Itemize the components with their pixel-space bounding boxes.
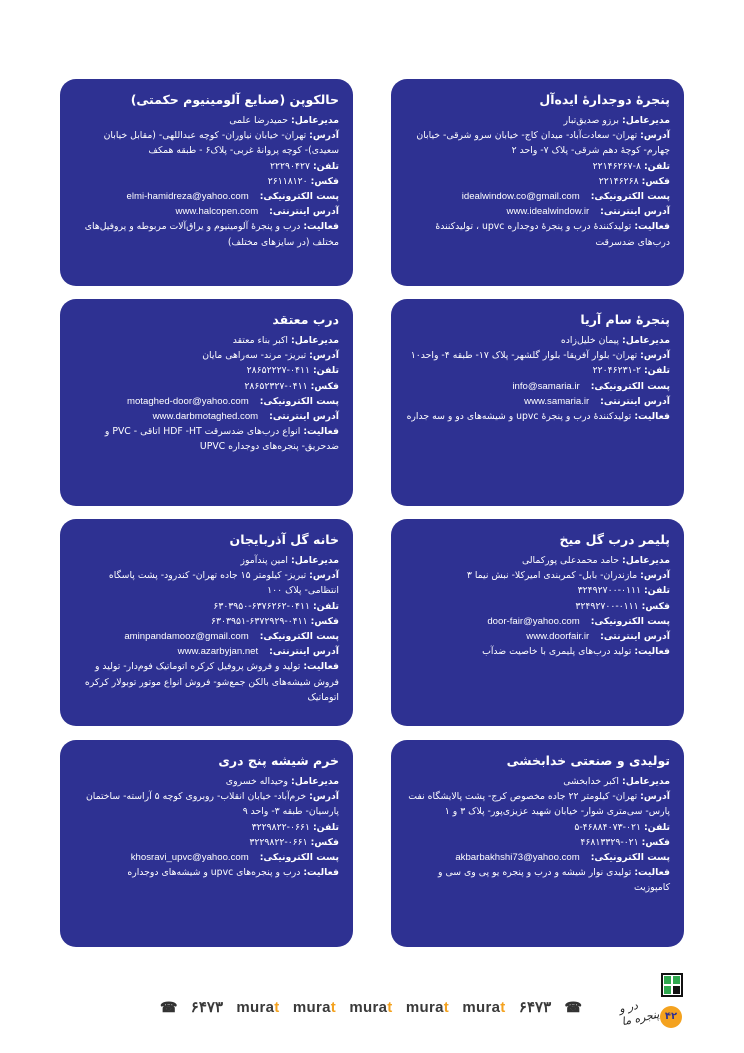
info-line: [74, 189, 339, 204]
field-label: مدیرعامل:: [290, 776, 339, 787]
field-value: ۰۱۱۱-۳۲۴۹۲۷۰۰: [575, 600, 639, 612]
field-label: تلفن:: [643, 160, 670, 172]
field-label: فعالیت:: [634, 411, 670, 423]
field-value: انواع درب‌های ضدسرقت HDF -HT اتاقی - PVC و ضدحریق- پنجره‌های دوجداره UPVC: [104, 426, 339, 453]
field-label: آدرس:: [309, 791, 339, 803]
field-value: تولیدکنندۀ درب و پنجرۀ upvc و شیشه‌های دو و سه جداره: [406, 411, 632, 423]
field-label: فعالیت:: [634, 867, 670, 879]
field-label: فکس:: [641, 175, 670, 187]
field-value: ۰۴۱۱-۲۸۶۵۲۲۲۷: [246, 365, 310, 377]
info-line: [405, 820, 670, 835]
field-value: ۰۲۱-۴۶۸۸۴۰۷۳-۵: [574, 821, 641, 833]
field-label: فعالیت:: [303, 221, 339, 233]
field-label: آدرس:: [640, 570, 670, 582]
field-label: پست الکترونیکی:: [590, 852, 670, 864]
field-value: ۲۲۲۹۰۴۲۷: [270, 160, 310, 172]
field-value: درب و پنجرۀ آلومینیوم و یراق‌آلات مربوطه و پروفیل‌های مختلف (در سایزهای مختلف): [84, 221, 339, 248]
brand-word: murat: [405, 998, 450, 1016]
field-label: فکس:: [310, 836, 339, 848]
field-label: پست الکترونیکی:: [259, 631, 339, 643]
field-value: تولید و فروش پروفیل کرکره اتوماتیک فوم‌دار- تولید و فروش شیشه‌های بالکن جمع‌شو- فروش انواع موتور توبولار کرکره اتوماتیک: [84, 661, 339, 703]
phone-icon: ☎: [160, 998, 178, 1015]
info-line: [405, 583, 670, 598]
contact-link[interactable]: aminpandamooz@gmail.com: [124, 631, 249, 643]
field-label: فعالیت:: [303, 661, 339, 673]
field-label: فعالیت:: [634, 221, 670, 233]
field-value: تبریز- مرند- سه‌راهی مایان: [202, 350, 307, 362]
info-line: [405, 128, 670, 158]
info-line: [405, 614, 670, 629]
field-label: پست الکترونیکی:: [590, 380, 670, 392]
field-label: آدرس:: [309, 570, 339, 582]
field-value: تولید درب‌های پلیمری با خاصیت ضدآب: [482, 646, 632, 658]
phone-icon: ☎: [564, 998, 582, 1015]
info-line: [74, 333, 339, 348]
field-value: ۲-۲۲۰۴۶۲۳۱: [592, 365, 641, 377]
field-value: ۰۲۱-۴۶۸۱۳۳۲۹: [580, 836, 639, 848]
company-title: پلیمر درب گل میخ: [559, 532, 670, 547]
contact-link[interactable]: idealwindow.co@gmail.com: [461, 191, 580, 203]
field-value: تهران- خیابان نیاوران- کوچه عبداللهی- (مقابل خیابان سعیدی)- کوچه پروانهٔ غربی- پلاک۶ - طبقه همکف: [103, 130, 339, 157]
info-line: [405, 774, 670, 789]
field-label: آدرس اینترنتی:: [269, 646, 339, 658]
info-line: [74, 219, 339, 249]
info-line: [74, 865, 339, 880]
info-line: [74, 409, 339, 424]
field-value: ۲۶۱۱۸۱۲۰: [267, 175, 308, 187]
brand-word: murat: [236, 998, 280, 1016]
field-value: ۰۴۱۱-۶۳۷۶۲۶۲-۶۳۰۳۹۵۰: [213, 600, 310, 612]
info-line: [405, 379, 670, 394]
field-label: آدرس اینترنتی:: [600, 206, 670, 218]
field-value: تهران- کیلومتر ۲۲ جاده مخصوص کرج- پشت پالایشگاه نفت پارس- سی‌متری شوار- خیابان شهید عزیزی‌پور- پلاک ۳ و ۱: [408, 791, 670, 818]
info-line: [74, 599, 339, 614]
field-value: اکبر خدابخشی: [563, 776, 620, 787]
info-line: [405, 159, 670, 174]
field-value: ۰۶۶۱-۳۲۲۹۸۲۲: [249, 836, 308, 848]
field-value: ۰۴۱۱-۲۸۶۵۲۳۲۷: [244, 380, 308, 392]
info-line: [74, 789, 339, 819]
info-line: [405, 189, 670, 204]
info-line: [405, 850, 670, 865]
field-label: آدرس:: [309, 350, 339, 362]
company-title: حالکوپن (صنایع آلومینیوم حکمتی): [130, 92, 339, 107]
info-line: [74, 629, 339, 644]
info-line: [405, 174, 670, 189]
field-label: تلفن:: [643, 365, 670, 377]
field-value: تبریز- کیلومتر ۱۵ جاده تهران- کندرود- پشت پاسگاه انتظامی- پلاک ۱۰۰: [108, 570, 339, 597]
page-number: ۴۲: [660, 1006, 682, 1028]
field-label: فعالیت:: [634, 646, 670, 658]
field-label: آدرس:: [640, 130, 670, 142]
info-line: [405, 348, 670, 363]
field-value: حمیدرضا علمی: [229, 115, 289, 126]
footer-phone-number: ۶۴۷۳: [190, 999, 224, 1016]
field-value: تهران- بلوار آفریقا- بلوار گلشهر- پلاک ۱۷- طبقه ۴- واحد۱۰: [410, 350, 638, 362]
field-value: اکبر بناء معتقد: [232, 335, 289, 346]
field-value: درب و پنجره‌های upvc و شیشه‌های دوجداره: [127, 867, 301, 879]
contact-link[interactable]: www.azarbyjan.net: [177, 646, 259, 658]
field-value: ۸-۲۲۱۴۶۲۶۷: [592, 160, 641, 172]
field-value: ۲۲۱۴۶۲۶۸: [598, 175, 639, 187]
field-value: حامد محمدعلی پورکمالی: [521, 555, 620, 566]
contact-link[interactable]: www.darbmotaghed.com: [152, 411, 259, 423]
company-card-azarbaijan: [60, 519, 353, 726]
info-line: [405, 113, 670, 128]
info-line: [74, 644, 339, 659]
field-label: تلفن:: [312, 821, 339, 833]
contact-link[interactable]: www.idealwindow.ir: [506, 206, 590, 218]
contact-link[interactable]: khosravi_upvc@yahoo.com: [130, 852, 249, 864]
field-label: آدرس اینترنتی:: [600, 395, 670, 407]
info-line: [74, 850, 339, 865]
info-line: [74, 568, 339, 598]
info-line: [74, 113, 339, 128]
info-line: [405, 789, 670, 819]
info-line: [74, 379, 339, 394]
field-label: پست الکترونیکی:: [259, 852, 339, 864]
field-value: تولیدکنندۀ درب و پنجرۀ دوجداره upvc ، تولیدکنندۀ درب‌های ضدسرقت: [435, 221, 670, 248]
field-label: مدیرعامل:: [290, 115, 339, 126]
company-title: درب معتقد: [272, 312, 339, 327]
field-value: امین پندآموز: [240, 555, 289, 566]
field-label: پست الکترونیکی:: [259, 191, 339, 203]
info-line: [74, 835, 339, 850]
field-label: مدیرعامل:: [621, 776, 670, 787]
contact-link[interactable]: motaghed-door@yahoo.com: [126, 395, 249, 407]
company-card-golmikh: [391, 519, 684, 726]
company-title: پنجرۀ دوجدارۀ ایده‌آل: [539, 92, 670, 107]
info-line: [74, 553, 339, 568]
field-value: مازندران- بابل- کمربندی امیرکلا- نبش نیما ۳: [466, 570, 638, 582]
field-label: پست الکترونیکی:: [259, 395, 339, 407]
info-line: [405, 568, 670, 583]
field-label: مدیرعامل:: [621, 335, 670, 346]
info-line: [405, 409, 670, 424]
info-line: [405, 219, 670, 249]
info-line: [405, 644, 670, 659]
contact-link[interactable]: info@samaria.ir: [512, 380, 580, 392]
field-label: آدرس اینترنتی:: [269, 411, 339, 423]
field-label: مدیرعامل:: [290, 555, 339, 566]
footer-brand-strip: [160, 997, 582, 1017]
field-value: تهران- سعادت‌آباد- میدان کاج- خیابان سرو شرقی- خیابان چهارم- کوچۀ دهم شرقی- پلاک ۷- واحد ۲: [416, 130, 670, 157]
info-line: [405, 629, 670, 644]
field-label: پست الکترونیکی:: [590, 615, 670, 627]
info-line: [405, 363, 670, 378]
field-label: فعالیت:: [303, 426, 339, 438]
info-line: [405, 204, 670, 219]
field-label: آدرس اینترنتی:: [600, 631, 670, 643]
field-label: آدرس:: [640, 791, 670, 803]
company-card-khodabakhshi: [391, 740, 684, 947]
footer-phone-number: ۶۴۷۳: [518, 999, 552, 1016]
company-card-sam-aria: [391, 299, 684, 506]
field-value: ۰۴۱۱-۶۳۷۲۹۲۹-۶۳۰۳۹۵۱: [211, 615, 308, 627]
info-line: [405, 394, 670, 409]
info-line: [74, 128, 339, 158]
field-label: فکس:: [641, 600, 670, 612]
contact-link[interactable]: www.halcopen.com: [175, 206, 259, 218]
field-value: ۰۱۱۱-۳۲۴۹۲۷۰۰: [577, 585, 641, 597]
field-label: فکس:: [310, 380, 339, 392]
field-label: تلفن:: [643, 821, 670, 833]
info-line: [74, 774, 339, 789]
field-label: تلفن:: [312, 600, 339, 612]
info-line: [74, 820, 339, 835]
info-line: [74, 348, 339, 363]
field-value: برزو صدیق‌تبار: [563, 115, 620, 126]
info-line: [74, 659, 339, 705]
page-footer: [0, 990, 744, 1030]
info-line: [74, 424, 339, 454]
info-line: [405, 599, 670, 614]
field-label: پست الکترونیکی:: [590, 191, 670, 203]
info-line: [74, 363, 339, 378]
field-label: تلفن:: [643, 585, 670, 597]
info-line: [74, 394, 339, 409]
field-value: پیمان خلیل‌زاده: [560, 335, 620, 346]
field-label: تلفن:: [312, 365, 339, 377]
company-title: خانه گل آذربایجان: [229, 532, 339, 547]
company-card-motaghed: [60, 299, 353, 506]
info-line: [405, 333, 670, 348]
company-title: خرم شیشه پنج دری: [218, 753, 339, 768]
field-label: فکس:: [310, 615, 339, 627]
info-line: [74, 614, 339, 629]
field-label: مدیرعامل:: [621, 115, 670, 126]
field-value: ۰۶۶۱-۳۲۲۹۸۲۲: [251, 821, 310, 833]
field-label: آدرس اینترنتی:: [269, 206, 339, 218]
company-card-halcopen: [60, 79, 353, 286]
field-value: خرم‌آباد- خیابان انقلاب- روبروی کوچه ۵ آراسته- ساختمان پارسیان- طبقه ۳- واحد ۹: [85, 791, 339, 818]
field-label: مدیرعامل:: [621, 555, 670, 566]
info-line: [405, 553, 670, 568]
contact-link[interactable]: door-fair@yahoo.com: [487, 615, 580, 627]
info-line: [405, 835, 670, 850]
info-line: [74, 159, 339, 174]
field-label: آدرس:: [640, 350, 670, 362]
field-label: فعالیت:: [303, 867, 339, 879]
field-label: فکس:: [310, 175, 339, 187]
field-value: وحیداله خسروی: [225, 776, 289, 787]
field-label: فکس:: [641, 836, 670, 848]
company-card-ideal: [391, 79, 684, 286]
info-line: [74, 174, 339, 189]
company-card-khorram: [60, 740, 353, 947]
brand-word: murat: [292, 998, 337, 1016]
company-title: تولیدی و صنعتی خدابخشی: [506, 753, 670, 768]
contact-link[interactable]: www.doorfair.ir: [526, 631, 590, 643]
contact-link[interactable]: www.samaria.ir: [524, 395, 590, 407]
field-label: آدرس:: [309, 130, 339, 142]
field-value: تولیدی نوار شیشه و درب و پنجره یو پی وی سی و کامپوزیت: [438, 867, 670, 894]
info-line: [74, 204, 339, 219]
field-label: تلفن:: [312, 160, 339, 172]
brand-word: murat: [462, 998, 506, 1016]
info-line: [405, 865, 670, 895]
field-label: مدیرعامل:: [290, 335, 339, 346]
brand-word: murat: [349, 998, 393, 1016]
contact-link[interactable]: akbarbakhshi73@yahoo.com: [455, 852, 580, 864]
contact-link[interactable]: elmi-hamidreza@yahoo.com: [126, 191, 249, 203]
company-title: پنجرۀ سام آریا: [580, 312, 670, 327]
publication-name: در و پنجره ما: [617, 998, 661, 1029]
